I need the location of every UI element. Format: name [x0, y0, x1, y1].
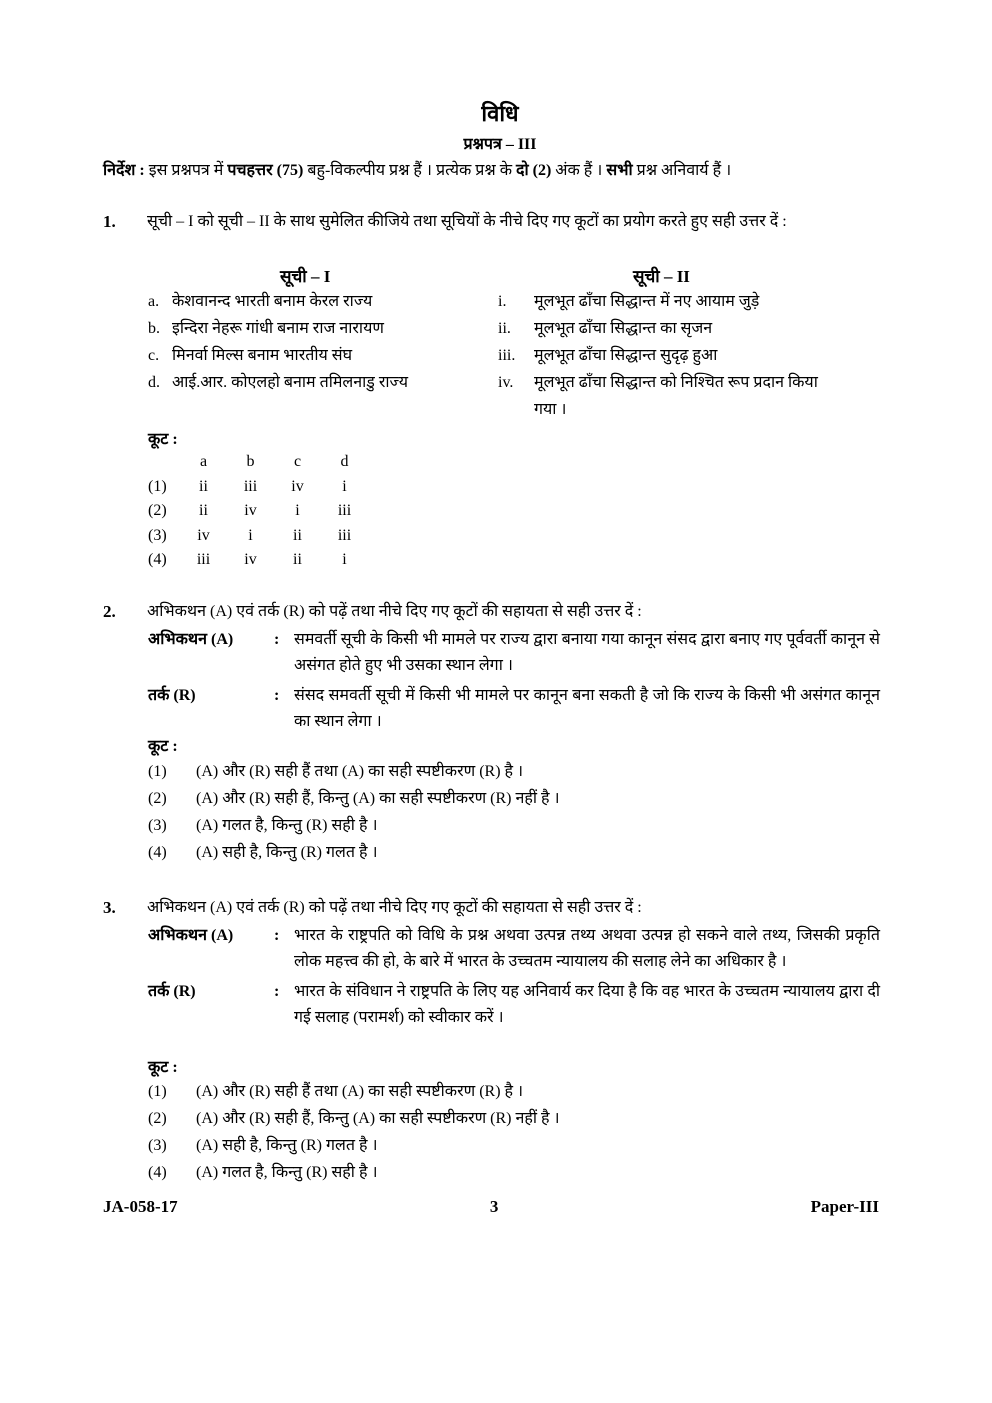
table-cell: iv	[291, 477, 304, 495]
option-item	[148, 839, 560, 866]
option-text: (A) गलत है, किन्तु (R) सही है ।	[196, 1164, 378, 1181]
list1	[148, 288, 488, 396]
option-item	[148, 758, 560, 785]
column-header: d	[340, 453, 349, 471]
item-text: मूलभूत ढाँचा सिद्धान्त को निश्चित रूप प्रदान किया गया ।	[534, 374, 818, 418]
question-number: 3.	[103, 898, 116, 917]
reason	[148, 979, 880, 1031]
reason-text: भारत के संविधान ने राष्ट्रपति के लिए यह अनिवार्य कर दिया है कि वह भारत के उच्चतम न्यायालय द्वारा दी गई सलाह (परामर्श) को स्वीकार करें ।	[294, 983, 880, 1026]
reason-label: तर्क (R)	[148, 983, 196, 1000]
item-text: आई.आर. कोएलहो बनाम तमिलनाडु राज्य	[172, 374, 408, 391]
question-text: सूची – I को सूची – II के साथ सुमेलित कीजिये तथा सूचियों के नीचे दिए गए कूटों का प्रयोग करते हुए सही उत्तर दें :	[147, 213, 787, 230]
list2-heading: सूची – II	[633, 267, 690, 286]
list2	[498, 288, 838, 423]
instr-text: अंक हैं ।	[551, 162, 607, 179]
option-number: (3)	[148, 1137, 167, 1154]
list-item	[148, 315, 488, 342]
option-number: (3)	[148, 817, 167, 834]
table-cell: i	[295, 502, 300, 520]
instructions	[103, 158, 893, 180]
colon: :	[274, 631, 280, 648]
table-row	[148, 475, 368, 500]
list-item	[148, 342, 488, 369]
assertion	[148, 627, 880, 679]
assertion-label: अभिकथन (A)	[148, 927, 234, 944]
paper-code: JA-058-17	[103, 1197, 178, 1216]
assertion	[148, 923, 880, 975]
instr-text: प्रश्न अनिवार्य हैं ।	[632, 162, 732, 179]
answer-code-table	[148, 450, 368, 573]
option-text: (A) और (R) सही हैं तथा (A) का सही स्पष्टीकरण (R) है ।	[196, 763, 524, 780]
paper-label: Paper-III	[810, 1197, 879, 1216]
subject-title: विधि	[481, 101, 519, 126]
options	[148, 1078, 560, 1186]
column-header: c	[293, 453, 302, 471]
item-key: i.	[498, 293, 507, 310]
koot-label: कूट :	[148, 431, 178, 448]
option-text: (A) सही है, किन्तु (R) गलत है ।	[196, 844, 378, 861]
list-item	[498, 342, 838, 369]
colon: :	[274, 927, 280, 944]
option-number: (1)	[148, 1083, 167, 1100]
instr-label: निर्देश :	[103, 162, 145, 179]
option-text: (A) और (R) सही हैं तथा (A) का सही स्पष्टीकरण (R) है ।	[196, 1083, 524, 1100]
reason	[148, 683, 880, 735]
table-cell: i	[342, 477, 347, 495]
item-text: मूलभूत ढाँचा सिद्धान्त सुदृढ़ हुआ	[534, 347, 718, 364]
table-row	[148, 548, 368, 573]
instr-bold: दो (2)	[516, 162, 552, 179]
assertion-reason	[148, 923, 880, 1031]
item-key: ii.	[498, 320, 511, 337]
table-cell: iv	[244, 502, 257, 520]
table-cell: (4)	[148, 551, 167, 569]
table-cell: (1)	[148, 477, 167, 495]
assertion-label: अभिकथन (A)	[148, 631, 234, 648]
table-cell: iv	[244, 551, 257, 569]
option-item	[148, 1132, 560, 1159]
option-item	[148, 785, 560, 812]
reason-text: संसद समवर्ती सूची में किसी भी मामले पर कानून बना सकती है जो कि राज्य के किसी भी असंगत कानून का स्थान लेगा ।	[294, 687, 880, 730]
item-text: मूलभूत ढाँचा सिद्धान्त में नए आयाम जुड़े	[534, 293, 760, 310]
item-key: c.	[148, 347, 160, 364]
option-item	[148, 1078, 560, 1105]
option-item	[148, 1105, 560, 1132]
table-row	[148, 499, 368, 524]
option-item	[148, 812, 560, 839]
list-item	[498, 288, 838, 315]
koot-label: कूट :	[148, 738, 178, 755]
page-number: 3	[489, 1197, 499, 1216]
option-text: (A) और (R) सही हैं, किन्तु (A) का सही स्पष्टीकरण (R) नहीं है ।	[196, 790, 560, 807]
option-number: (2)	[148, 1110, 167, 1127]
options	[148, 758, 560, 866]
list-item	[148, 288, 488, 315]
item-key: b.	[148, 320, 160, 337]
column-header	[148, 450, 180, 475]
column-header: b	[246, 453, 255, 471]
instr-text: बहु-विकल्पीय प्रश्न हैं । प्रत्येक प्रश्न के	[303, 162, 516, 179]
question-text: अभिकथन (A) एवं तर्क (R) को पढ़ें तथा नीचे दिए गए कूटों की सहायता से सही उत्तर दें :	[147, 899, 642, 916]
instr-bold: पचहत्तर (75)	[227, 162, 304, 179]
table-cell: ii	[293, 526, 302, 544]
instr-bold: सभी	[606, 162, 633, 179]
option-number: (4)	[148, 844, 167, 861]
option-text: (A) गलत है, किन्तु (R) सही है ।	[196, 817, 378, 834]
item-text: इन्दिरा नेहरू गांधी बनाम राज नारायण	[172, 320, 384, 337]
table-header-row	[148, 450, 368, 475]
koot-label: कूट :	[148, 1059, 178, 1076]
colon: :	[274, 983, 280, 1000]
table-cell: iv	[197, 526, 210, 544]
list-item	[498, 369, 838, 423]
option-number: (2)	[148, 790, 167, 807]
table-cell: i	[342, 551, 347, 569]
table-cell: ii	[199, 502, 208, 520]
option-item	[148, 1159, 560, 1186]
item-text: मिनर्वा मिल्स बनाम भारतीय संघ	[172, 347, 353, 364]
question-number: 2.	[103, 602, 116, 621]
assertion-text: समवर्ती सूची के किसी भी मामले पर राज्य द्वारा बनाया गया कानून संसद द्वारा बनाए गए पूर्ववर्ती कानून से असंगत होते हुए भी उसका स्थान लेगा ।	[294, 631, 880, 674]
table-cell: iii	[243, 477, 258, 495]
assertion-text: भारत के राष्ट्रपति को विधि के प्रश्न अथवा उत्पन्न तथ्य अथवा उत्पन्न हो सकने वाले तथ्य, जिसकी प्रकृति लोक महत्त्व की हो, के बारे में भारत के उच्चतम न्यायालय की सलाह लेने का अधिकार है ।	[294, 927, 880, 970]
option-text: (A) सही है, किन्तु (R) गलत है ।	[196, 1137, 378, 1154]
item-text: मूलभूत ढाँचा सिद्धान्त का सृजन	[534, 320, 713, 337]
option-text: (A) और (R) सही हैं, किन्तु (A) का सही स्पष्टीकरण (R) नहीं है ।	[196, 1110, 560, 1127]
item-key: d.	[148, 374, 160, 391]
table-cell: ii	[293, 551, 302, 569]
table-cell: ii	[199, 477, 208, 495]
question-text: अभिकथन (A) एवं तर्क (R) को पढ़ें तथा नीचे दिए गए कूटों की सहायता से सही उत्तर दें :	[147, 603, 642, 620]
column-header: a	[199, 453, 208, 471]
reason-label: तर्क (R)	[148, 687, 196, 704]
list-item	[498, 315, 838, 342]
colon: :	[274, 687, 280, 704]
item-key: a.	[148, 293, 160, 310]
instr-text: इस प्रश्नपत्र में	[144, 162, 228, 179]
table-cell: iii	[337, 526, 352, 544]
option-number: (4)	[148, 1164, 167, 1181]
paper-subtitle: प्रश्नपत्र – III	[463, 136, 537, 153]
item-text: केशवानन्द भारती बनाम केरल राज्य	[172, 293, 373, 310]
option-number: (1)	[148, 763, 167, 780]
table-cell: iii	[337, 502, 352, 520]
item-key: iii.	[498, 347, 516, 364]
question-number: 1.	[103, 212, 116, 231]
table-cell: iii	[196, 551, 211, 569]
list-item	[148, 369, 488, 396]
item-key: iv.	[498, 374, 514, 391]
assertion-reason	[148, 627, 880, 735]
table-cell: (3)	[148, 526, 167, 544]
page-footer	[103, 1197, 879, 1217]
table-cell: (2)	[148, 502, 167, 520]
list1-heading: सूची – I	[280, 267, 331, 286]
table-row	[148, 524, 368, 549]
table-cell: i	[248, 526, 253, 544]
